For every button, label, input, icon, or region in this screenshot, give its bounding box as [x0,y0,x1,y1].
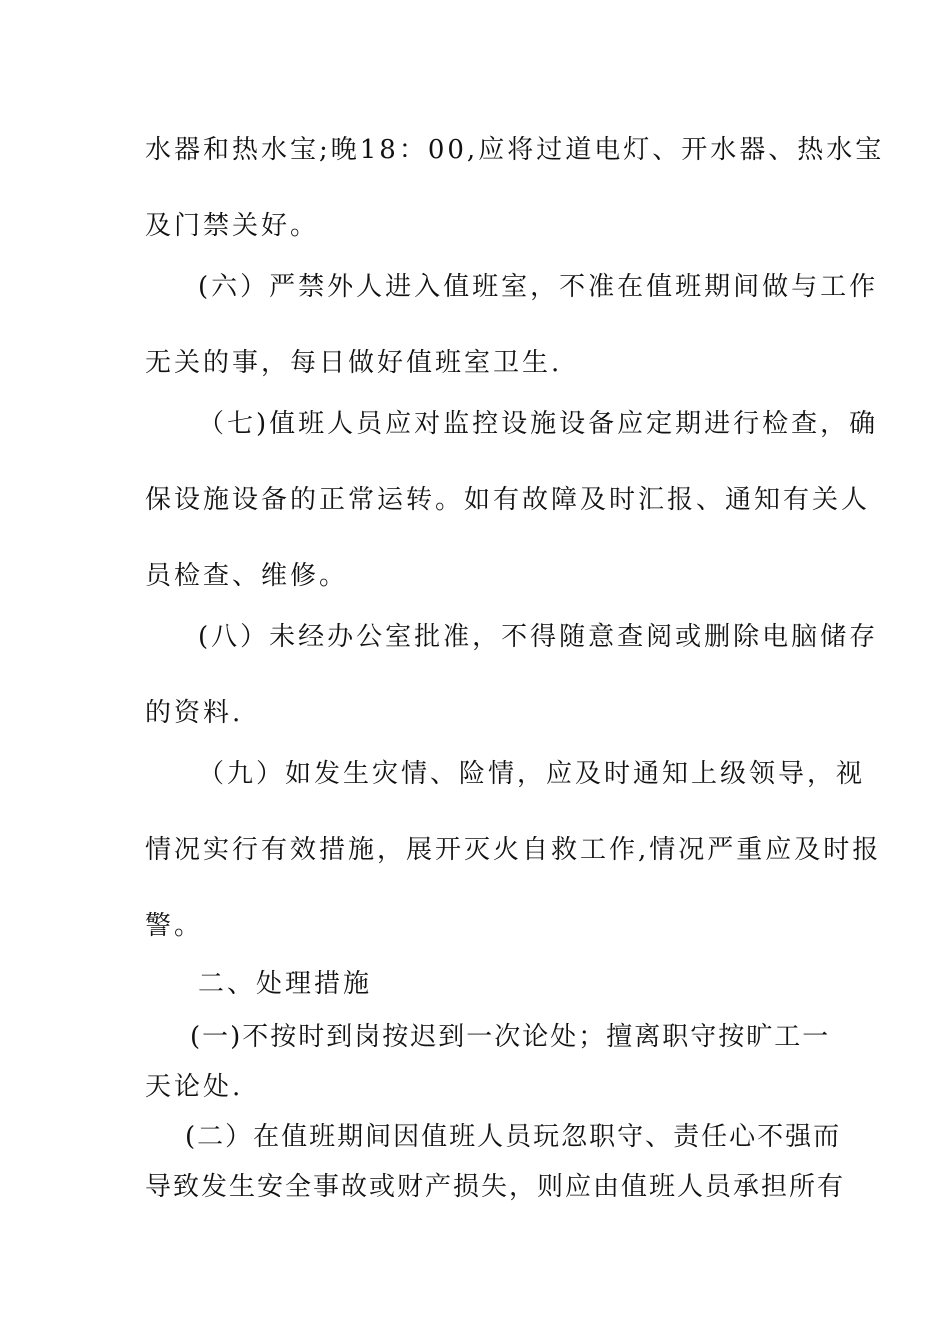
text-line-8: (八）未经办公室批准，不得随意查阅或删除电脑储存 [198,622,879,652]
text-line-9: 的资料. [145,698,244,728]
text-line-11: 情况实行有效措施，展开灭火自救工作,情况严重应及时报 [145,835,882,865]
text-line-5: （七)值班人员应对监控设施设备应定期进行检查，确 [198,409,879,439]
text-line-14: (一)不按时到岗按迟到一次论处；擅离职守按旷工一 [190,1022,831,1052]
text-line-1: 水器和热水宝;晚18：00,应将过道电灯、开水器、热水宝 [145,135,885,165]
text-line-2: 及门禁关好。 [145,211,320,241]
text-line-3: (六）严禁外人进入值班室，不准在值班期间做与工作 [198,272,879,302]
text-line-4: 无关的事，每日做好值班室卫生. [145,348,563,378]
text-line-7: 员检查、维修。 [145,561,349,591]
text-line-12: 警。 [145,911,204,941]
text-line-6: 保设施设备的正常运转。如有故障及时汇报、通知有关人 [145,485,871,515]
section-heading: 二、处理措施 [198,969,373,999]
text-line-16: (二）在值班期间因值班人员玩忽职守、责任心不强而 [185,1122,842,1152]
text-line-15: 天论处. [145,1072,244,1102]
text-line-17: 导致发生安全事故或财产损失，则应由值班人员承担所有 [145,1172,846,1202]
text-line-10: （九）如发生灾情、险情，应及时通知上级领导，视 [198,759,866,789]
